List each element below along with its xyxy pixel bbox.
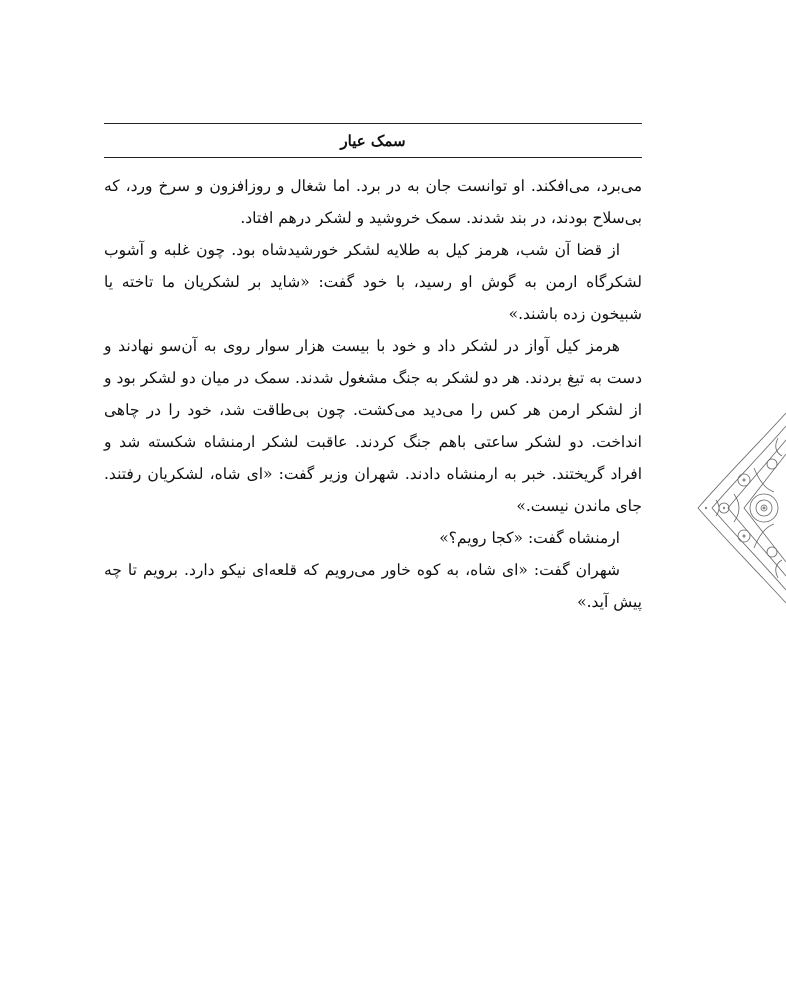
running-title: سمک عیار xyxy=(340,132,406,150)
paragraph-1: می‌برد، می‌افکند. او توانست جان به در برد. اما شغال و روزافزون و سرخ ورد، که بی‌سلاح بودند، در بند شدند. سمک خروشید و لشکر درهم افتاد. xyxy=(104,177,642,227)
header-rule-top xyxy=(104,123,642,124)
paragraph-4: ارمنشاه گفت: «کجا رویم؟» xyxy=(439,529,620,547)
paragraph-3: هرمز کیل آواز در لشکر داد و خود با بیست هزار سوار روی به آن‌سو نهادند و دست به تیغ بردند. هر دو لشکر به جنگ مشغول شدند. سمک در میان دو لشکر بود و از لشکر ارمن هر کس را می‌دید می‌کشت. چون بی‌طاقت شد، خود را در چاهی انداخت. دو لشکر ساعتی باهم جنگ کردند. عاقبت لشکر ارمنشاه شکسته شد و افراد گریختند. خبر به ارمنشاه دادند. شهران وزیر گفت: «ای شاه، لشکریان رفتند. جای ماندن نیست.» xyxy=(104,337,642,515)
header-rule-bottom xyxy=(104,157,642,158)
decorative-ornament-icon xyxy=(694,408,786,608)
paragraph-5: شهران گفت: «ای شاه، به کوه خاور می‌رویم که قلعه‌ای نیکو دارد. برویم تا چه پیش آید.» xyxy=(104,561,642,611)
body-text xyxy=(104,170,642,618)
paragraph-2: از قضا آن شب، هرمز کیل به طلایه لشکر خورشیدشاه بود. چون غلبه و آشوب لشکرگاه ارمن به گوش او رسید، با خود گفت: «شاید بر لشکریان ما تاخته یا شبیخون زده باشند.» xyxy=(104,241,642,323)
